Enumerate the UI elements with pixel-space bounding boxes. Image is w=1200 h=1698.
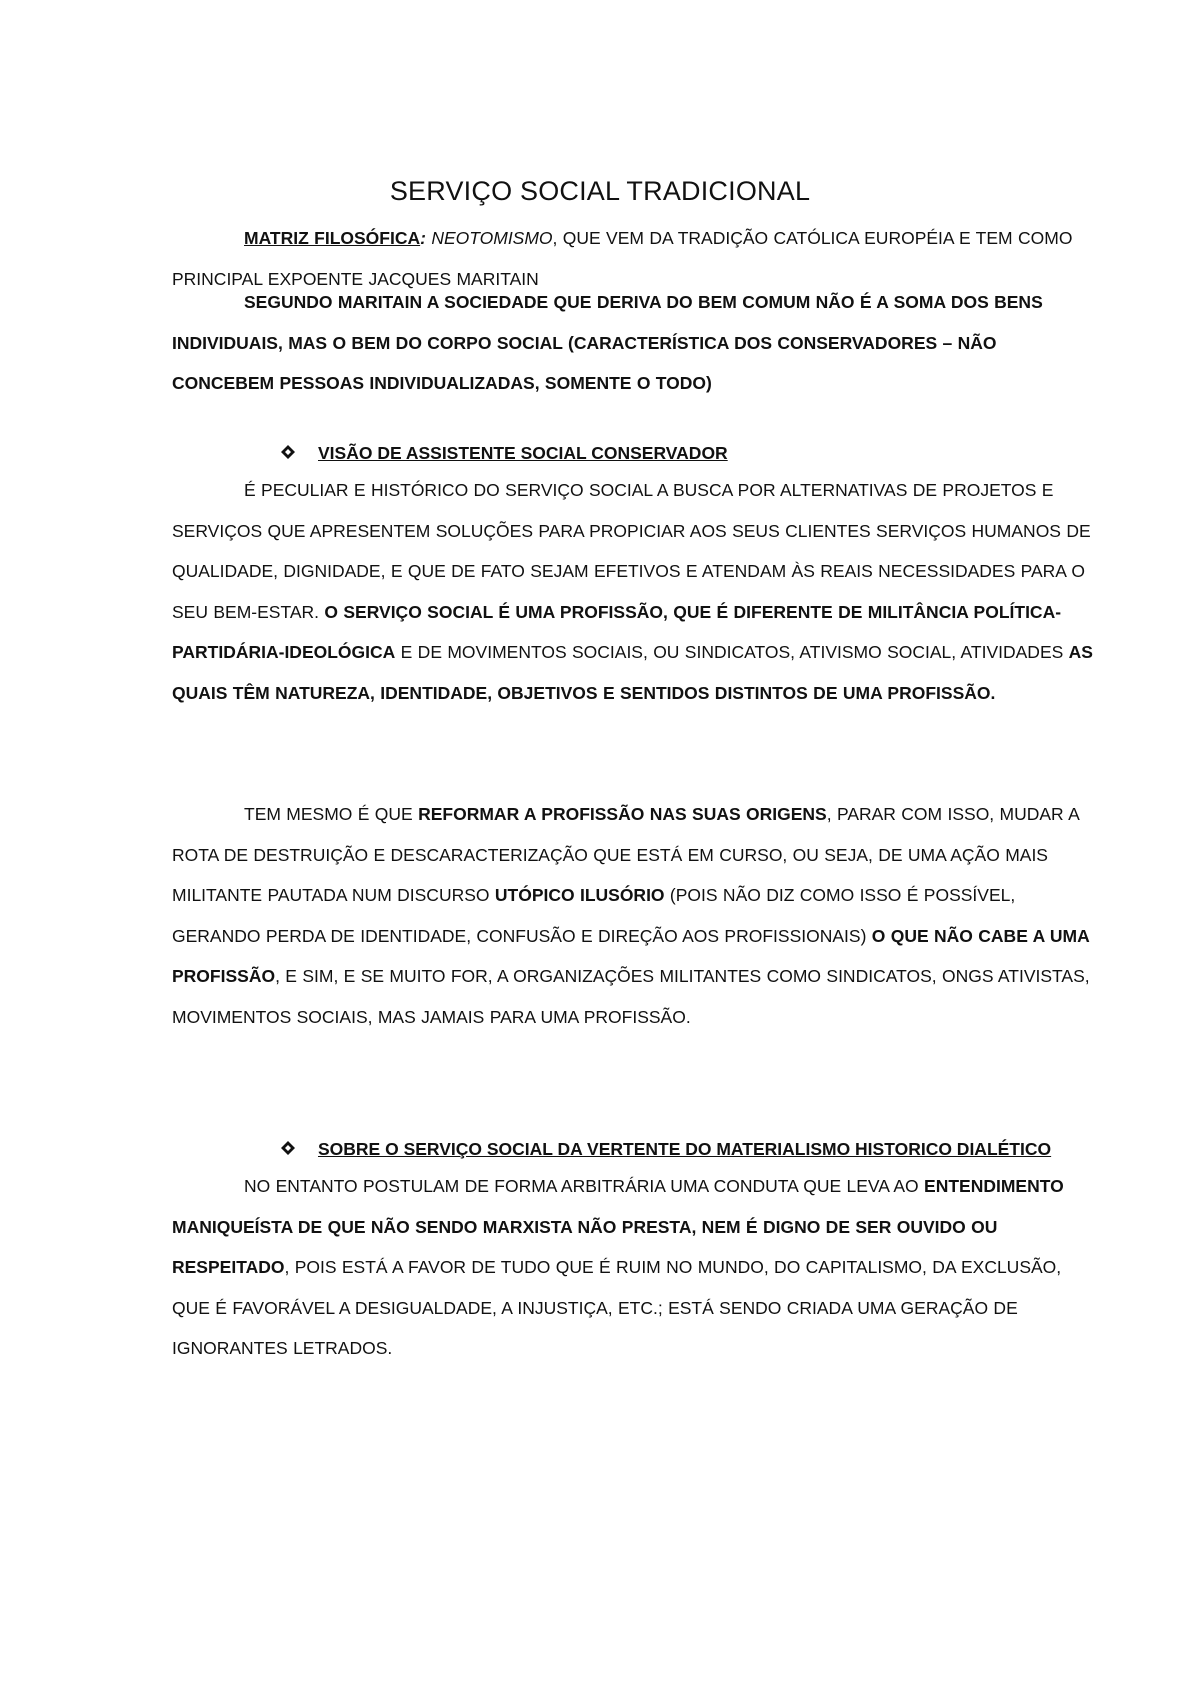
text-run: , POIS ESTÁ A FAVOR DE TUDO QUE É RUIM NO MUNDO, DO CAPITALISMO, DA EXCLUSÃO, QUE É FAVORÁVEL A DESIGUALDADE, A INJUSTIÇA, ETC.; ESTÁ SENDO CRIADA UMA GERAÇÃO DE IGNORANTES LETRADOS.: [172, 1257, 1062, 1358]
text-run: E DE MOVIMENTOS SOCIAIS, OU SINDICATOS, ATIVISMO SOCIAL, ATIVIDADES: [395, 642, 1069, 662]
matriz-term: NEOTOMISMO: [431, 228, 553, 248]
materialismo-paragraph: [172, 1166, 1100, 1369]
bold-run: ENTENDIMENTO MANIQUEÍSTA DE QUE NÃO SENDO MARXISTA NÃO PRESTA, NEM É DIGNO DE SER OUVIDO OU RESPEITADO: [172, 1176, 1064, 1277]
text-run: NO ENTANTO POSTULAM DE FORMA ARBITRÁRIA UMA CONDUTA QUE LEVA AO: [244, 1176, 925, 1196]
matriz-colon: :: [420, 228, 426, 248]
text-run: , PARAR COM ISSO, MUDAR A ROTA DE DESTRUIÇÃO E DESCARACTERIZAÇÃO QUE ESTÁ EM CURSO, OU SEJA, DE UMA AÇÃO MAIS MILITANTE PAUTADA NUM DISCURSO: [172, 804, 1079, 905]
text-run: , E SIM, E SE MUITO FOR, A ORGANIZAÇÕES MILITANTES COMO SINDICATOS, ONGS ATIVISTAS, MOVIMENTOS SOCIAIS, MAS JAMAIS PARA UMA PROFISSÃO.: [172, 966, 1090, 1027]
conservador-paragraph-1: [172, 470, 1100, 713]
diamond-bullet-icon: [280, 1140, 296, 1156]
bold-run: UTÓPICO ILUSÓRIO: [494, 885, 665, 905]
section-heading-conservador: VISÃO DE ASSISTENTE SOCIAL CONSERVADOR: [318, 443, 728, 463]
text-run: TEM MESMO É QUE: [244, 804, 419, 824]
conservador-paragraph-2: [172, 794, 1100, 1037]
section-heading-materialismo: SOBRE O SERVIÇO SOCIAL DA VERTENTE DO MATERIALISMO HISTORICO DIALÉTICO: [318, 1139, 1052, 1159]
bold-run: AS QUAIS TÊM NATUREZA, IDENTIDADE, OBJETIVOS E SENTIDOS DISTINTOS DE UMA PROFISSÃO.: [172, 642, 1093, 703]
bold-run: O SERVIÇO SOCIAL É UMA PROFISSÃO, QUE É DIFERENTE DE MILITÂNCIA POLÍTICA-PARTIDÁRIA-IDEOLÓGICA: [172, 601, 1062, 662]
text-run: (POIS NÃO DIZ COMO ISSO É POSSÍVEL, GERANDO PERDA DE IDENTIDADE, CONFUSÃO E DIREÇÃO AOS PROFISSIONAIS): [172, 885, 1016, 946]
bold-run: O QUE NÃO CABE A UMA PROFISSÃO: [172, 925, 1090, 986]
matriz-label: MATRIZ FILOSÓFICA: [244, 228, 421, 248]
text-run: É PECULIAR E HISTÓRICO DO SERVIÇO SOCIAL A BUSCA POR ALTERNATIVAS DE PROJETOS E SERVIÇOS QUE APRESENTEM SOLUÇÕES PARA PROPICIAR AOS SEUS CLIENTES SERVIÇOS HUMANOS DE QUALIDADE, DIGNIDADE, E QUE DE FATO SEJAM EFETIVOS E ATENDAM ÀS REAIS NECESSIDADES PARA O SEU BEM-ESTAR.: [172, 480, 1091, 622]
matriz-rest: , QUE VEM DA TRADIÇÃO CATÓLICA EUROPÉIA E TEM COMO PRINCIPAL EXPOENTE JACQUES MARITAIN: [172, 228, 1073, 289]
maritain-paragraph: SEGUNDO MARITAIN A SOCIEDADE QUE DERIVA DO BEM COMUM NÃO É A SOMA DOS BENS INDIVIDUAIS, MAS O BEM DO CORPO SOCIAL (CARACTERÍSTICA DOS CONSERVADORES – NÃO CONCEBEM PESSOAS INDIVIDUALIZADAS, SOMENTE O TODO): [172, 292, 1043, 393]
bold-run: REFORMAR A PROFISSÃO NAS SUAS ORIGENS: [418, 804, 827, 824]
diamond-bullet-icon: [280, 444, 296, 460]
page-title: SERVIÇO SOCIAL TRADICIONAL: [389, 176, 811, 206]
